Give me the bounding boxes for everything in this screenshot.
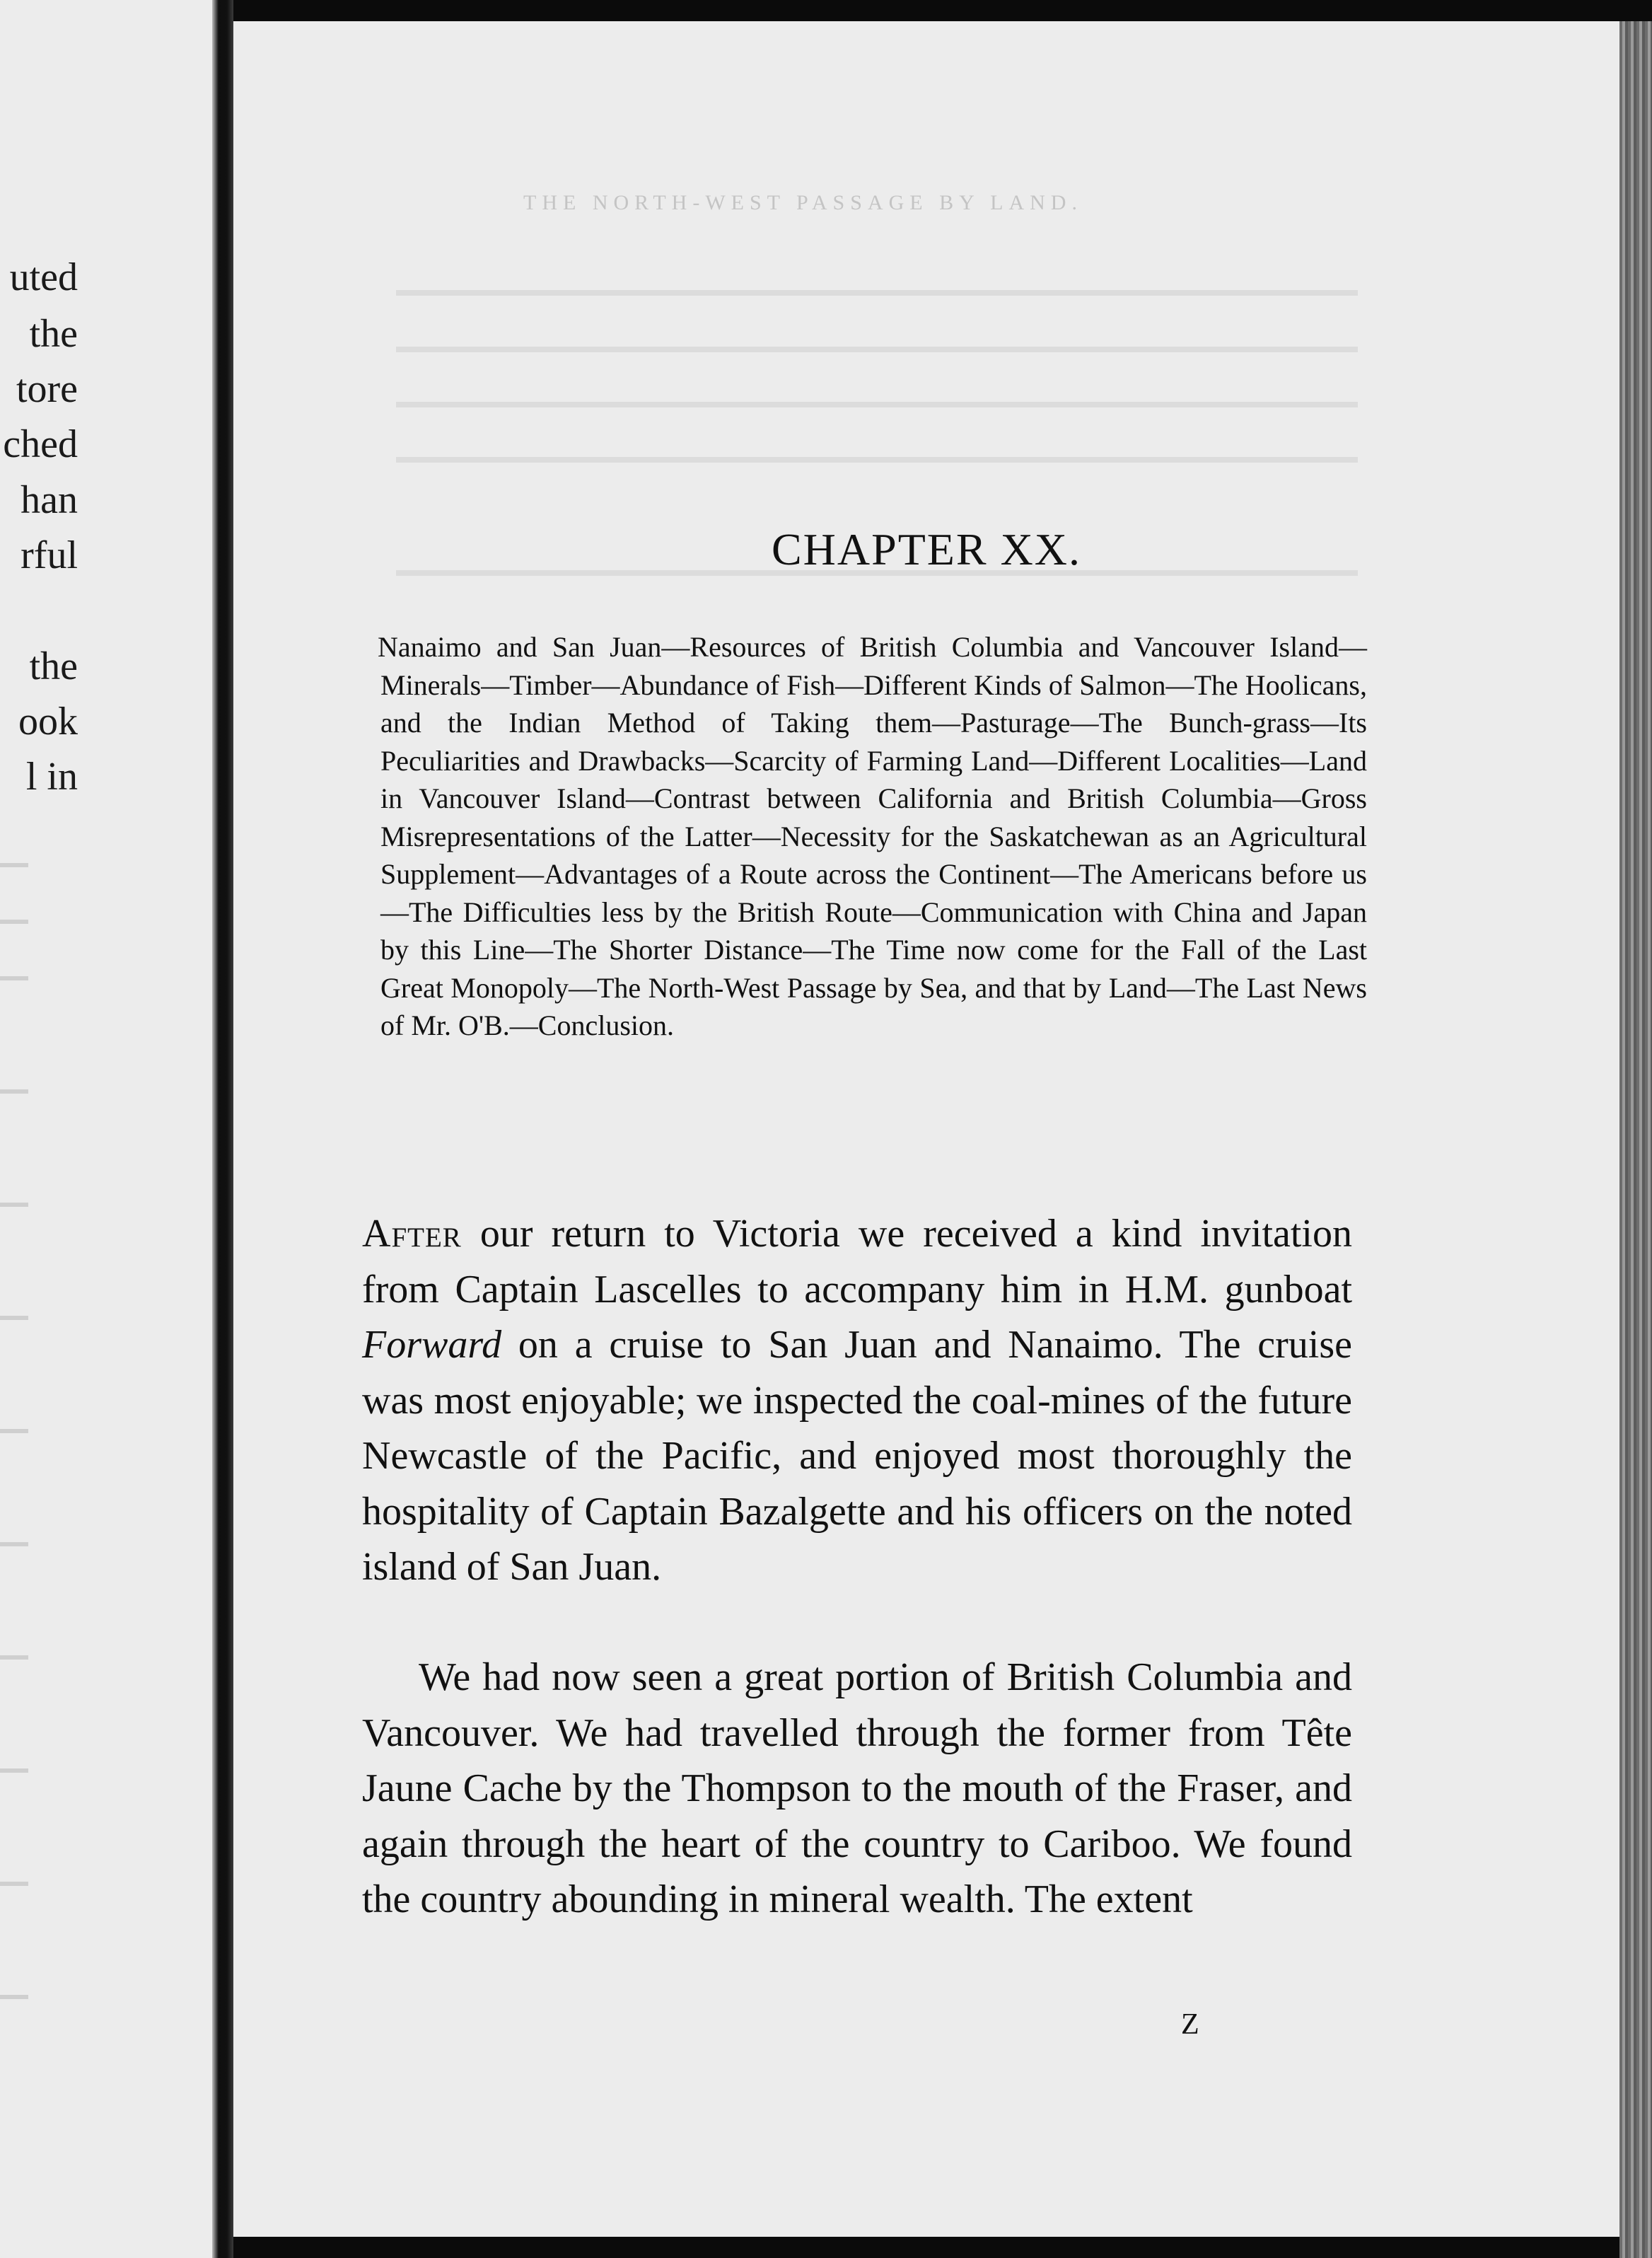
chapter-synopsis: Nanaimo and San Juan—Resources of British Columbia and Vancouver Island—Minerals—Timber—Abundance of Fish—Different Kinds of Salmon—The Hoolicans, and the Indian Method of Taking them—Pasturage—The Bunch-grass—Its Peculiarities and Drawbacks—Scarcity of Farming Land—Different Localities—Land in Vancouver Island—Contrast between California and British Columbia—Gross Misrepresentations of the Latter—Necessity for the Saskatchewan as an Agricultural Supplement—Advantages of a Route across the Continent—The Americans before us—The Difficulties less by the British Route—Communication with China and Japan by this Line—The Shorter Distance—The Time now come for the Fall of the Last Great Monopoly—The North-West Passage by Sea, and that by Land—The Last News of Mr. O'B.—Conclusion.	[378, 631, 1367, 1041]
previous-page-line: ched	[3, 422, 78, 466]
previous-page-line: han	[21, 478, 78, 522]
ship-name: Forward	[362, 1323, 502, 1367]
show-through-mark	[0, 1316, 28, 1320]
book-gutter	[212, 0, 233, 2258]
show-through-line	[396, 290, 1358, 296]
show-through-mark	[0, 1655, 28, 1660]
previous-page-line: uted	[9, 255, 78, 299]
paragraph-1	[362, 1206, 1352, 1595]
paragraph-lead-word: After	[362, 1212, 462, 1256]
show-through-mark	[0, 863, 28, 867]
previous-page-line: rful	[21, 533, 78, 577]
show-through-mark	[0, 1882, 28, 1886]
page-stack-edge	[1619, 21, 1652, 2258]
scan-border-top	[233, 0, 1652, 21]
show-through-mark	[0, 976, 28, 980]
previous-page-line: ook	[18, 700, 78, 743]
show-through-mark	[0, 1995, 28, 1999]
paragraph-text: our return to Victoria we received a kind invitation from Captain Lascelles to accompany him in H.M. gunboat	[362, 1212, 1352, 1312]
scan-border-bottom	[233, 2237, 1619, 2258]
show-through-mark	[0, 1089, 28, 1094]
previous-page	[0, 0, 212, 2258]
show-through-mark	[0, 1429, 28, 1433]
previous-page-line: the	[29, 644, 78, 688]
show-through-mark	[0, 1768, 28, 1773]
previous-page-line: l in	[25, 755, 78, 799]
show-through-line	[396, 457, 1358, 463]
paragraph-text: on a cruise to San Juan and Nanaimo. The cruise was most enjoyable; we inspected the coal-mines of the future Newcastle of the Pacific, and enjoyed most thoroughly the hospitality of Captain Bazalgette and his officers on the noted island of San Juan.	[362, 1323, 1352, 1589]
printer-signature-mark: Z	[1181, 2008, 1199, 2041]
chapter-title: CHAPTER XX.	[771, 524, 1082, 574]
show-through-mark	[0, 920, 28, 924]
show-through-line	[396, 347, 1358, 352]
running-head-show-through: THE NORTH-WEST PASSAGE BY LAND.	[523, 191, 1083, 214]
paragraph-2: We had now seen a great portion of British Columbia and Vancouver. We had travelled through the former from Tête Jaune Cache by the Thompson to the mouth of the Fraser, and again through the heart of the country to Cariboo. We found the country abounding in mineral wealth. The extent	[362, 1655, 1352, 1921]
previous-page-line: tore	[16, 367, 78, 411]
show-through-mark	[0, 1542, 28, 1546]
show-through-line	[396, 402, 1358, 407]
previous-page-line: the	[29, 312, 78, 356]
show-through-mark	[0, 1203, 28, 1207]
